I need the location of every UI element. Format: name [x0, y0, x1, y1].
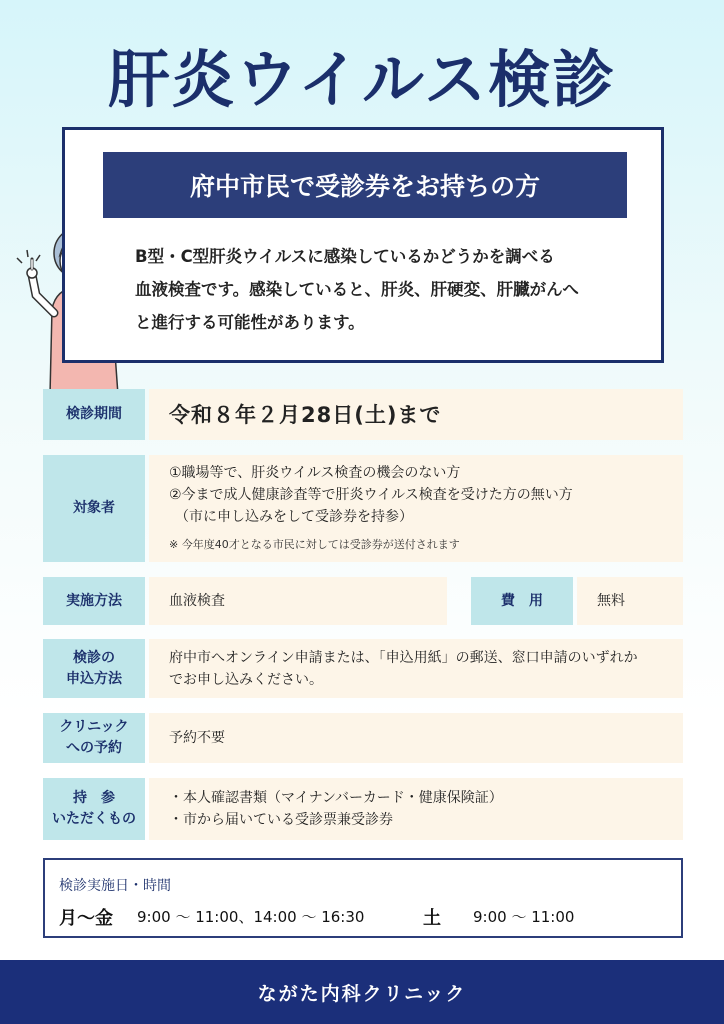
weekday-time: 9:00 ～ 11:00、14:00 ～ 16:30 — [137, 908, 365, 926]
weekday-label: 月～金 — [59, 908, 113, 929]
schedule-title: 検診実施日・時間 — [59, 878, 171, 894]
reservation-row — [43, 713, 683, 763]
apply-label — [43, 639, 145, 698]
target-note: ※ 今年度40才となる市民に対しては受診券が送付されます — [169, 537, 460, 551]
intro-box — [62, 127, 664, 363]
apply-value — [149, 639, 683, 698]
bring-line: ・本人確認書類（マイナンバーカード・健康保険証） — [169, 790, 503, 806]
reservation-label-line: クリニック — [59, 719, 129, 735]
period-label: 検診期間 — [43, 389, 145, 440]
method-value: 血液検査 — [149, 577, 447, 625]
bring-label-line: 持 参 — [73, 790, 115, 806]
target-value — [149, 455, 683, 562]
period-value: 令和８年２月28日(土)まで — [149, 389, 683, 440]
reservation-label — [43, 713, 145, 763]
apply-line: でお申し込みください。 — [169, 671, 323, 688]
target-row — [43, 455, 683, 562]
apply-label-line: 検診の — [73, 649, 115, 666]
bring-row — [43, 778, 683, 840]
method-label: 実施方法 — [43, 577, 145, 625]
fee-value: 無料 — [577, 577, 683, 625]
schedule-box — [43, 858, 683, 938]
target-banner: 府中市民で受診券をお持ちの方 — [103, 152, 627, 218]
bring-value — [149, 778, 683, 840]
target-line: ②今まで成人健康診査等で肝炎ウイルス検査を受けた方の無い方 — [169, 486, 573, 503]
period-row — [43, 389, 683, 440]
bring-line: ・市から届いている受診票兼受診券 — [169, 812, 393, 828]
target-line: （市に申し込みをして受診券を持参） — [175, 508, 413, 525]
target-line: ①職場等で、肝炎ウイルス検査の機会のない方 — [169, 464, 461, 481]
fee-label: 費 用 — [471, 577, 573, 625]
intro-line: B型・C型肝炎ウイルスに感染しているかどうかを調べる — [135, 247, 555, 266]
saturday-label: 土 — [423, 908, 441, 929]
intro-line: 血液検査です。感染していると、肝炎、肝硬変、肝臓がんへ — [135, 280, 579, 299]
intro-line: と進行する可能性があります。 — [135, 313, 365, 332]
clinic-name-footer: ながた内科クリニック — [0, 960, 724, 1024]
method-row — [43, 577, 683, 625]
page-title: 肝炎ウイルス検診 — [107, 43, 617, 116]
apply-label-line: 申込方法 — [66, 670, 122, 687]
bring-label — [43, 778, 145, 840]
intro-description — [135, 240, 645, 339]
reservation-value: 予約不要 — [149, 713, 683, 763]
apply-row — [43, 639, 683, 698]
reservation-label-line: への予約 — [65, 740, 122, 756]
apply-line: 府中市へオンライン申請または、「申込用紙」の郵送、窓口申請のいずれか — [169, 649, 638, 666]
target-label: 対象者 — [43, 455, 145, 562]
bring-label-line: いただくもの — [52, 811, 136, 827]
saturday-time: 9:00 ～ 11:00 — [473, 908, 575, 926]
